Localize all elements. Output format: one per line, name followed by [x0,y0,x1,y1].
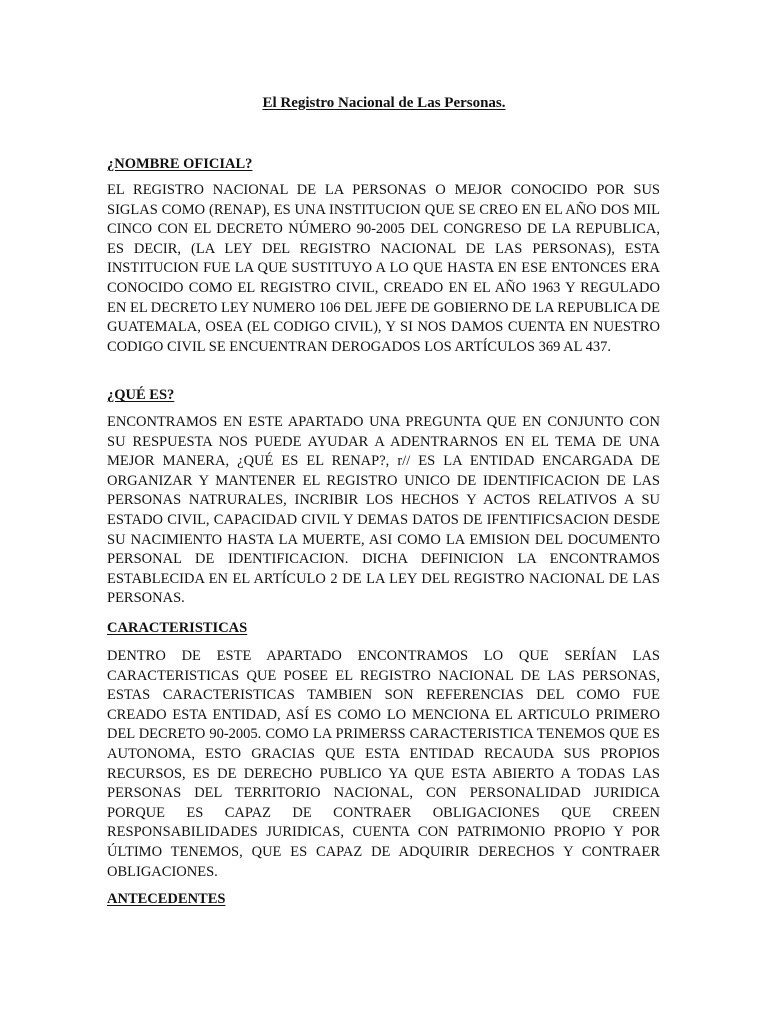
section-body-nombre-oficial: EL REGISTRO NACIONAL DE LA PERSONAS O MEJOR CONOCIDO POR SUS SIGLAS COMO (RENAP), ES UNA INSTITUCION QUE SE CREO EN EL AÑO DOS MIL CINCO CON EL DECRETO NÚMERO 90-2005 DEL CONGRESO DE LA REPUBLICA, ES DECIR, (LA LEY DEL REGISTRO NACIONAL DE LAS PERSONAS), ESTA INSTITUCION FUE LA QUE SUSTITUYO A LO QUE HASTA EN ESE ENTONCES ERA CONOCIDO COMO EL REGISTRO CIVIL, CREADO EN EL AÑO 1963 Y REGULADO EN EL DECRETO LEY NUMERO 106 DEL JEFE DE GOBIERNO DE LA REPUBLICA DE GUATEMALA, OSEA (EL CODIGO CIVIL), Y SI NOS DAMOS CUENTA EN NUESTRO CODIGO CIVIL SE ENCUENTRAN DEROGADOS LOS ARTÍCULOS 369 AL 437. [107,182,660,355]
section-heading-que-es: ¿QUÉ ES? [107,387,175,403]
section-body-que-es: ENCONTRAMOS EN ESTE APARTADO UNA PREGUNTA QUE EN CONJUNTO CON SU RESPUESTA NOS PUEDE AYUDAR A ADENTRARNOS EN EL TEMA DE UNA MEJOR MANERA, ¿QUÉ ES EL RENAP?, r// ES LA ENTIDAD ENCARGADA DE ORGANIZAR Y MANTENER EL REGISTRO UNICO DE IDENTIFICACION DE LAS PERSONAS NATRURALES, INCRIBIR LOS HECHOS Y ACTOS RELATIVOS A SU ESTADO CIVIL, CAPACIDAD CIVIL Y DEMAS DATOS DE IFENTIFICSACION DESDE SU NACIMIENTO HASTA LA MUERTE, ASI COMO LA EMISION DEL DOCUMENTO PERSONAL DE IDENTIFICACION. DICHA DEFINICION LA ENCONTRAMOS ESTABLECIDA EN EL ARTÍCULO 2 DE LA LEY DEL REGISTRO NACIONAL DE LAS PERSONAS. [107,414,660,607]
section-heading-caracteristicas: CARACTERISTICAS [107,620,248,636]
section-heading-nombre-oficial: ¿NOMBRE OFICIAL? [107,156,253,172]
section-body-caracteristicas: DENTRO DE ESTE APARTADO ENCONTRAMOS LO QUE SERÍAN LAS CARACTERISTICAS QUE POSEE EL REGISTRO NACIONAL DE LAS PERSONAS, ESTAS CARACTERISTICAS TAMBIEN SON REFERENCIAS DEL COMO FUE CREADO ESTA ENTIDAD, ASÍ ES COMO LO MENCIONA EL ARTICULO PRIMERO DEL DECRETO 90-2005. COMO LA PRIMERSS CARACTERISTICA TENEMOS QUE ES AUTONOMA, ESTO GRACIAS QUE ESTA ENTIDAD RECAUDA SUS PROPIOS RECURSOS, ES DE DERECHO PUBLICO YA QUE ESTA ABIERTO A TODAS LAS PERSONAS DEL TERRITORIO NACIONAL, CON PERSONALIDAD JURIDICA PORQUE ES CAPAZ DE CONTRAER OBLIGACIONES QUE CREEN RESPONSABILIDADES JURIDICAS, CUENTA CON PATRIMONIO PROPIO Y POR ÚLTIMO TENEMOS, QUE ES CAPAZ DE ADQUIRIR DERECHOS Y CONTRAER OBLIGACIONES. [107,648,660,880]
document-title: El Registro Nacional de Las Personas. [262,95,506,111]
section-heading-antecedentes: ANTECEDENTES [107,891,226,907]
